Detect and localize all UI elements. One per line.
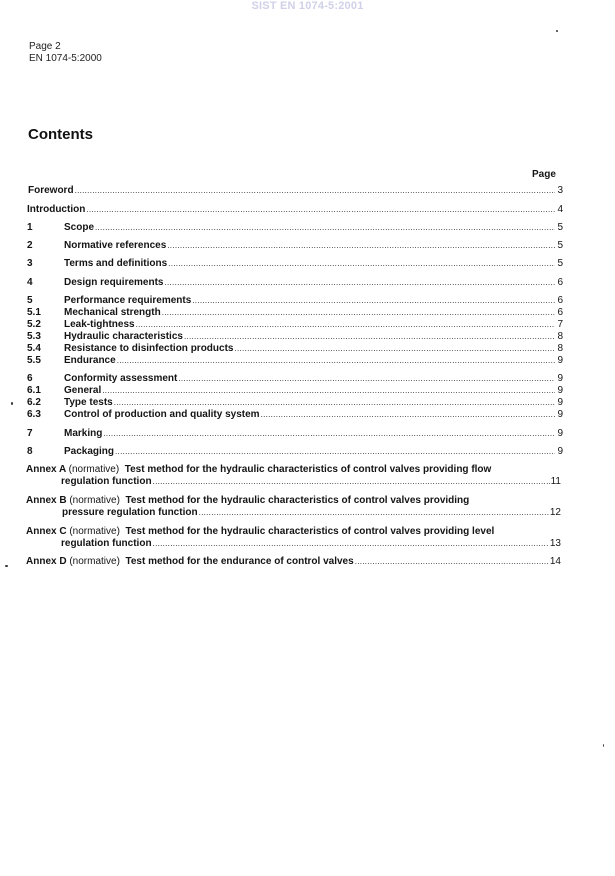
- toc-page: 5: [557, 258, 563, 269]
- annex-kind: (normative): [68, 464, 120, 475]
- toc-entry-type-tests[interactable]: [0, 397, 563, 409]
- toc-title: Mechanical strength: [64, 307, 161, 318]
- page-title: Contents: [28, 126, 93, 143]
- toc-entry-design-requirements[interactable]: [0, 277, 563, 289]
- toc-entry-annex-a[interactable]: [26, 464, 561, 488]
- toc-entry-normative-references[interactable]: [0, 240, 563, 252]
- toc-title: Terms and definitions: [64, 258, 168, 269]
- page-column-label: Page: [532, 169, 556, 180]
- toc-number: 5.2: [27, 319, 41, 330]
- toc-number: 1: [27, 222, 33, 233]
- toc-entry-disinfection-resistance[interactable]: [0, 343, 563, 355]
- toc-entry-conformity-assessment[interactable]: [0, 373, 563, 385]
- toc-title: Type tests: [64, 397, 113, 408]
- annex-title-line1: Test method for the hydraulic characteristics of control valves providing flow: [124, 464, 492, 475]
- leader-dots: [117, 355, 555, 367]
- leader-dots: [168, 258, 555, 270]
- leader-dots: [199, 507, 549, 519]
- toc-number: 6.1: [27, 385, 41, 396]
- toc-page: 12: [549, 507, 561, 518]
- toc-entry-production-control[interactable]: [0, 409, 563, 421]
- toc-title: Scope: [64, 222, 95, 233]
- annex-title-line1: Test method for the hydraulic characteristics of control valves providing level: [125, 526, 495, 537]
- scan-speck: [11, 402, 13, 405]
- toc-number: 5.5: [27, 355, 41, 366]
- toc-title: Design requirements: [64, 277, 164, 288]
- leader-dots: [162, 307, 555, 319]
- toc-page: 5: [557, 240, 563, 251]
- toc-title: Leak-tightness: [64, 319, 135, 330]
- annex-label: Annex C: [26, 526, 67, 537]
- toc-number: 3: [27, 258, 33, 269]
- leader-dots: [102, 385, 555, 397]
- toc-number: 5.4: [27, 343, 41, 354]
- leader-dots: [178, 373, 555, 385]
- scan-speck: [556, 30, 558, 32]
- toc-page: 9: [557, 355, 563, 366]
- toc-page: 9: [557, 428, 563, 439]
- page-number: Page 2: [29, 41, 61, 52]
- toc-title: Performance requirements: [64, 295, 192, 306]
- toc-page: 9: [557, 385, 563, 396]
- toc-number: 8: [27, 446, 33, 457]
- toc-title: Introduction: [27, 204, 86, 215]
- toc-title: Conformity assessment: [64, 373, 178, 384]
- toc-entry-hydraulic-characteristics[interactable]: [0, 331, 563, 343]
- annex-label: Annex D: [26, 556, 67, 567]
- toc-title: Packaging: [64, 446, 115, 457]
- annex-title-line2: regulation function: [61, 538, 152, 549]
- toc-page: 13: [549, 538, 561, 549]
- toc-number: 6: [27, 373, 33, 384]
- toc-entry-leak-tightness[interactable]: [0, 319, 563, 331]
- toc-title: Endurance: [64, 355, 116, 366]
- annex-title-line2: regulation function: [61, 476, 152, 487]
- toc-title: Hydraulic characteristics: [64, 331, 183, 342]
- leader-dots: [261, 409, 555, 421]
- toc-page: 9: [557, 446, 563, 457]
- toc-title: Normative references: [64, 240, 167, 251]
- toc-page: 9: [557, 409, 563, 420]
- scan-speck: [5, 565, 8, 567]
- toc-entry-annex-b[interactable]: [26, 495, 561, 519]
- toc-page: 14: [549, 556, 561, 567]
- leader-dots: [114, 397, 555, 409]
- annex-title-line1: Test method for the endurance of control valves: [125, 556, 354, 567]
- leader-dots: [167, 240, 555, 252]
- leader-dots: [95, 222, 555, 234]
- toc-page: 9: [557, 397, 563, 408]
- scan-speck: [603, 744, 604, 747]
- toc-page: 4: [557, 204, 563, 215]
- annex-label: Annex B: [26, 495, 67, 506]
- toc-page: 9: [557, 373, 563, 384]
- toc-number: 7: [27, 428, 33, 439]
- toc-title: Control of production and quality system: [64, 409, 260, 420]
- toc-entry-annex-d[interactable]: [26, 556, 561, 568]
- toc-page: 8: [557, 331, 563, 342]
- toc-entry-endurance[interactable]: [0, 355, 563, 367]
- toc-entry-terms-definitions[interactable]: [0, 258, 563, 270]
- toc-page: 8: [557, 343, 563, 354]
- standard-number: EN 1074-5:2000: [29, 53, 102, 64]
- leader-dots: [115, 446, 555, 458]
- toc-number: 5.1: [27, 307, 41, 318]
- annex-kind: (normative): [69, 556, 120, 567]
- toc-page: 5: [557, 222, 563, 233]
- toc-number: 2: [27, 240, 33, 251]
- leader-dots: [103, 428, 555, 440]
- toc-page: 3: [557, 185, 563, 196]
- leader-dots: [184, 331, 555, 343]
- toc-title: Resistance to disinfection products: [64, 343, 234, 354]
- toc-number: 5.3: [27, 331, 41, 342]
- toc-entry-annex-c[interactable]: [26, 526, 561, 550]
- toc-number: 6.2: [27, 397, 41, 408]
- toc-title: Marking: [64, 428, 103, 439]
- toc-number: 4: [27, 277, 33, 288]
- leader-dots: [234, 343, 555, 355]
- toc-page: 11: [550, 476, 561, 487]
- leader-dots: [355, 556, 549, 568]
- toc-page: 6: [557, 295, 563, 306]
- toc-page: 6: [557, 307, 563, 318]
- leader-dots: [86, 204, 555, 216]
- annex-title-line2: pressure regulation function: [62, 507, 198, 518]
- annex-kind: (normative): [69, 495, 120, 506]
- annex-title-line1: Test method for the hydraulic characteristics of control valves providing: [125, 495, 470, 506]
- leader-dots: [153, 538, 549, 550]
- toc-title: General: [64, 385, 102, 396]
- toc-entry-mechanical-strength[interactable]: [0, 307, 563, 319]
- toc-entry-general[interactable]: [0, 385, 563, 397]
- leader-dots: [153, 476, 550, 488]
- toc-entry-scope[interactable]: [0, 222, 563, 234]
- toc-entry-introduction[interactable]: [27, 204, 563, 216]
- toc-number: 6.3: [27, 409, 41, 420]
- toc-title: Foreword: [28, 185, 74, 196]
- toc-number: 5: [27, 295, 33, 306]
- leader-dots: [164, 277, 555, 289]
- toc-entry-marking[interactable]: [0, 428, 563, 440]
- toc-entry-packaging[interactable]: [0, 446, 563, 458]
- watermark: SIST EN 1074-5:2001: [251, 0, 364, 12]
- toc-entry-performance-requirements[interactable]: [0, 295, 563, 307]
- toc-page: 6: [557, 277, 563, 288]
- annex-label: Annex A: [26, 464, 66, 475]
- toc-page: 7: [557, 319, 563, 330]
- page-header: [29, 41, 102, 65]
- leader-dots: [192, 295, 555, 307]
- leader-dots: [75, 185, 555, 197]
- toc-entry-foreword[interactable]: [28, 185, 563, 197]
- annex-kind: (normative): [69, 526, 120, 537]
- leader-dots: [136, 319, 555, 331]
